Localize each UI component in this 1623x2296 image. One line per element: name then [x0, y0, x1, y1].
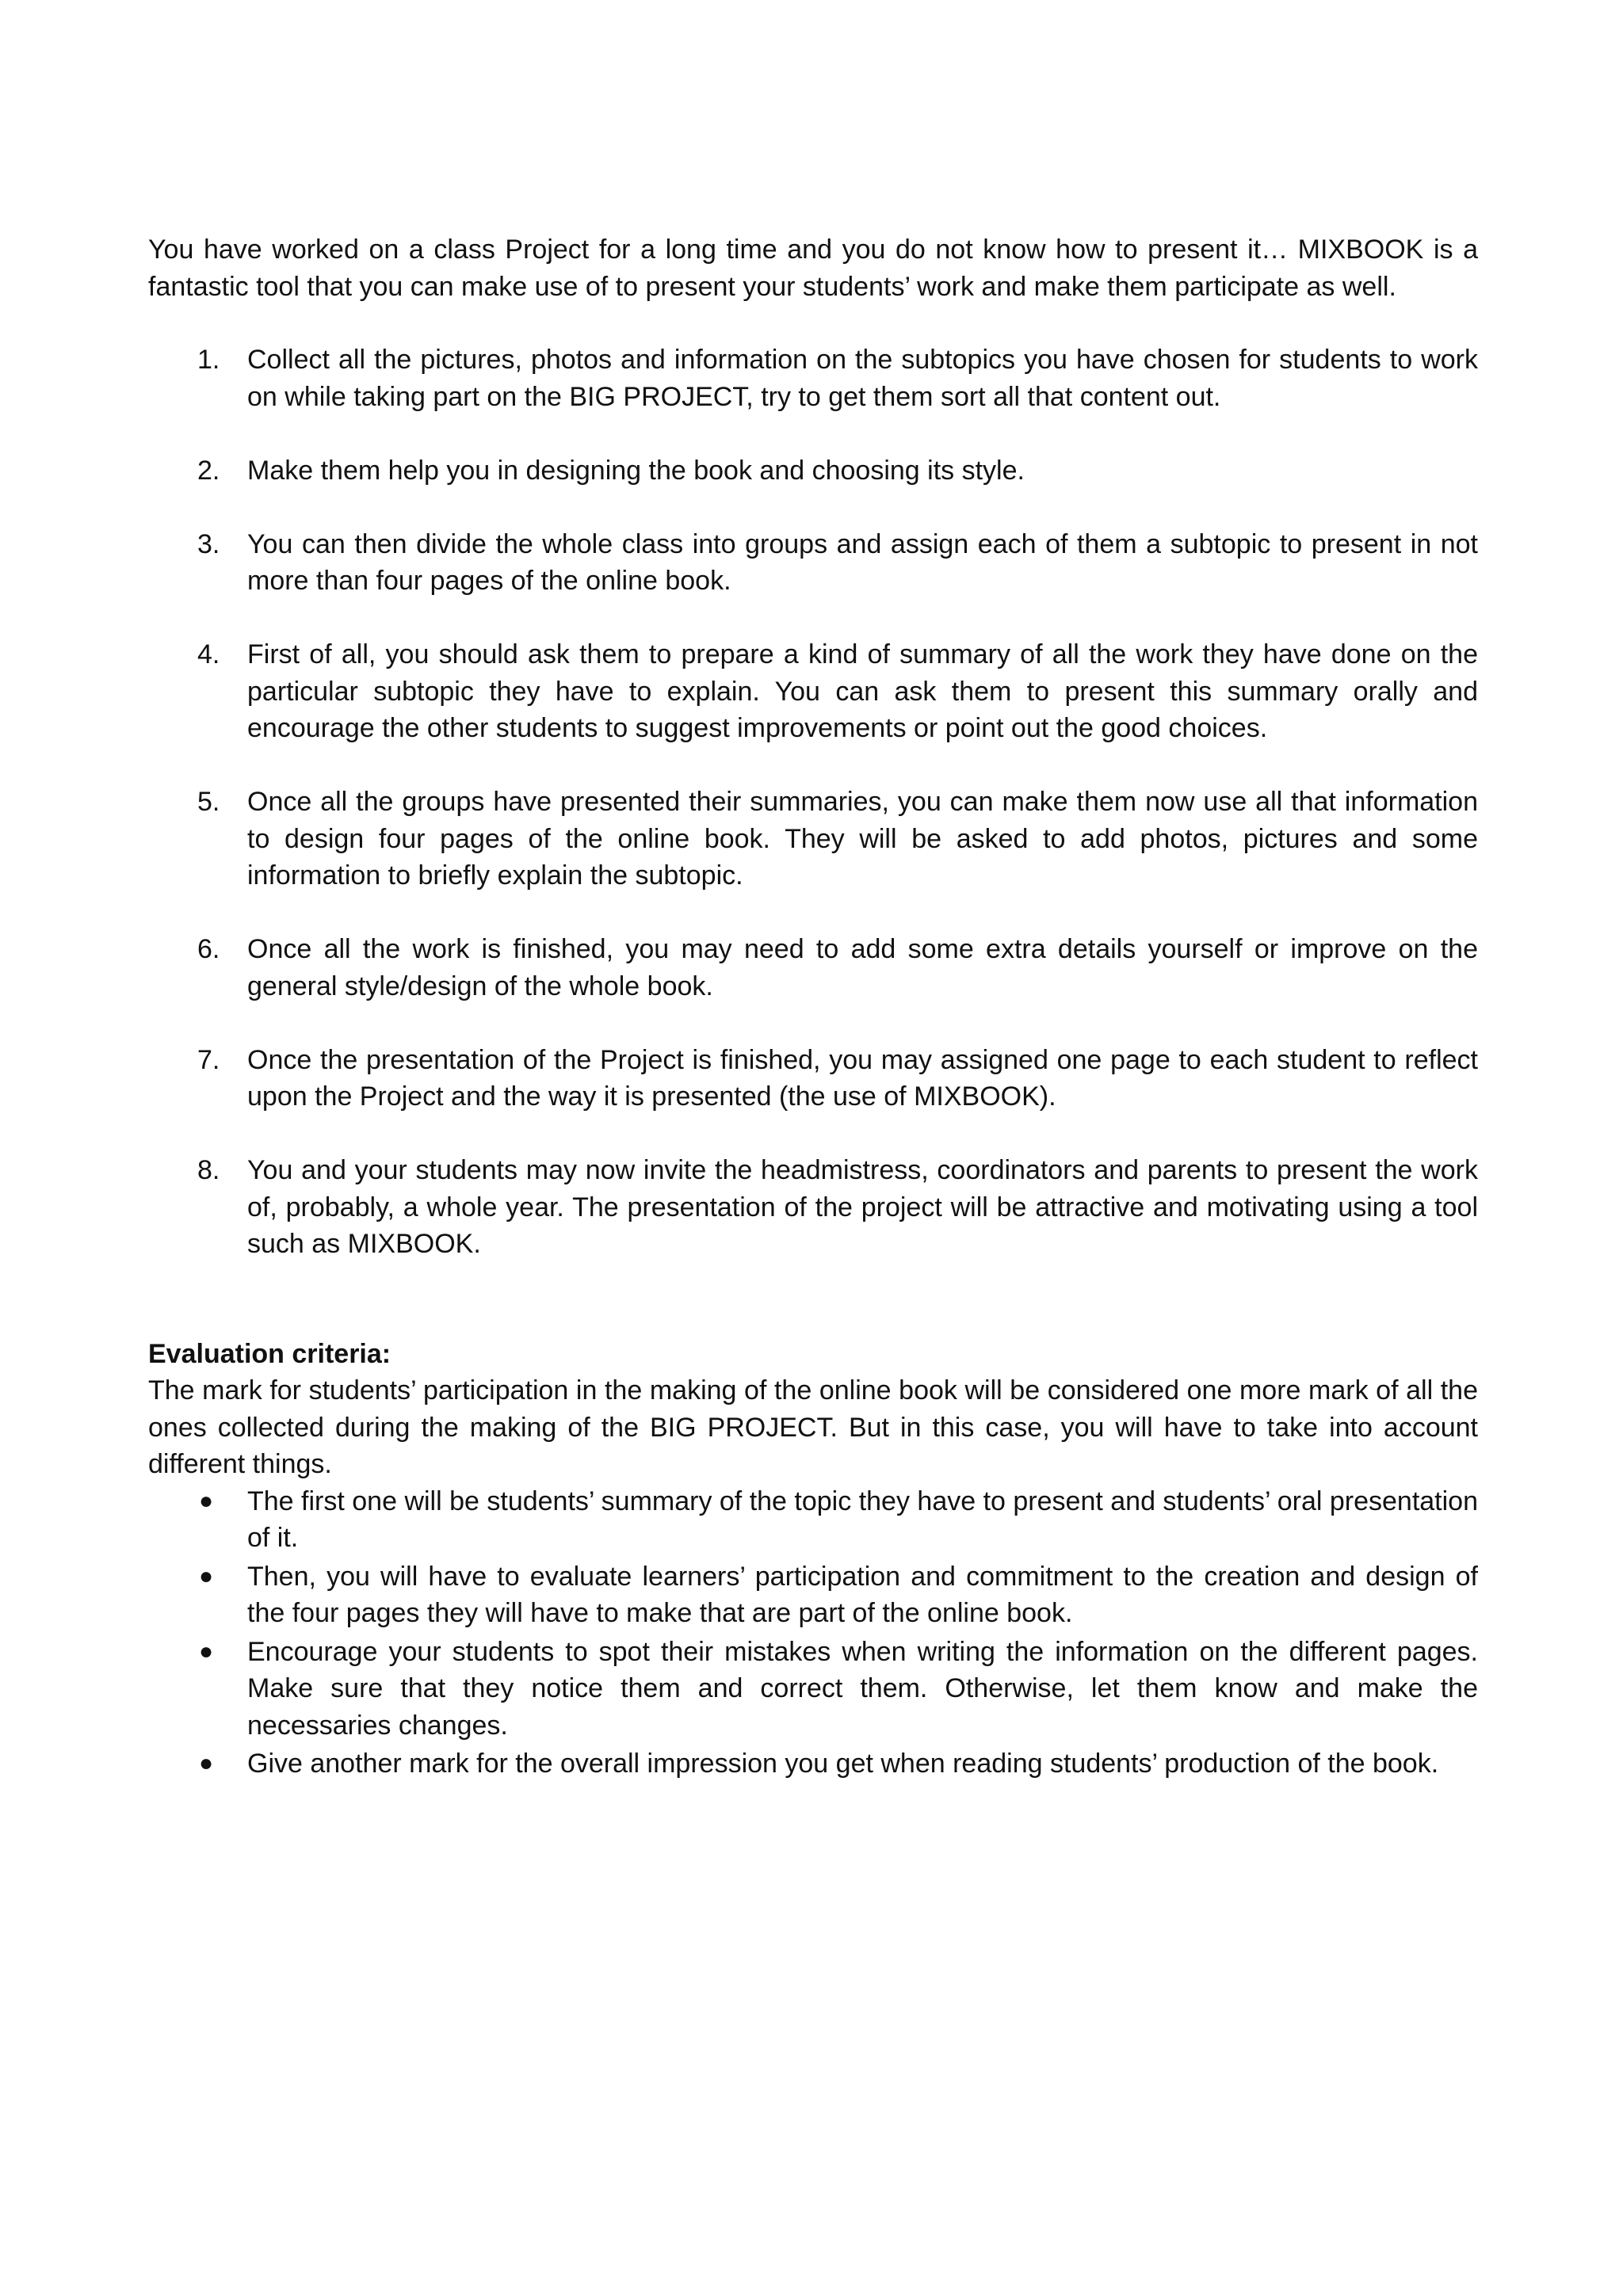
- bullet-text: The first one will be students’ summary of the topic they have to present and students’ oral presentation of it.: [247, 1486, 1478, 1553]
- list-item: [148, 931, 1478, 1005]
- list-item: [148, 1558, 1478, 1632]
- bullet-icon: ●: [199, 1638, 214, 1665]
- step-text: First of all, you should ask them to prepare a kind of summary of all the work they have done on the particular subtopic they have to explain. You can ask them to present this summary orally and encourage the other students to suggest improvements or point out the good choices.: [247, 639, 1478, 743]
- list-item: [148, 1042, 1478, 1116]
- step-number: 6.: [197, 934, 220, 964]
- step-text: Once the presentation of the Project is finished, you may assigned one page to each student to reflect upon the Project and the way it is presented (the use of MIXBOOK).: [247, 1044, 1478, 1112]
- step-text: You and your students may now invite the headmistress, coordinators and parents to present the work of, probably, a whole year. The presentation of the project will be attractive and motivating using a tool such as MIXBOOK.: [247, 1155, 1478, 1259]
- bullet-icon: ●: [199, 1750, 214, 1776]
- step-text: Make them help you in designing the book and choosing its style.: [247, 455, 1025, 486]
- list-item: [148, 341, 1478, 415]
- evaluation-bullets: [148, 1483, 1478, 1783]
- step-number: 2.: [197, 455, 220, 486]
- step-text: Once all the work is finished, you may need to add some extra details yourself or improve on the general style/design of the whole book.: [247, 934, 1478, 1001]
- step-text: You can then divide the whole class into groups and assign each of them a subtopic to present in not more than four pages of the online book.: [247, 528, 1478, 596]
- list-item: [148, 1634, 1478, 1745]
- bullet-text: Then, you will have to evaluate learners’ participation and commitment to the creation and design of the four pages they will have to make that are part of the online book.: [247, 1561, 1478, 1628]
- step-number: 7.: [197, 1044, 220, 1075]
- step-number: 1.: [197, 345, 220, 375]
- steps-list: [148, 341, 1478, 1263]
- step-number: 3.: [197, 528, 220, 559]
- step-number: 5.: [197, 787, 220, 817]
- document-page: [148, 231, 1478, 1784]
- bullet-text: Give another mark for the overall impression you get when reading students’ production of the book.: [247, 1749, 1439, 1779]
- step-number: 8.: [197, 1155, 220, 1185]
- step-number: 4.: [197, 639, 220, 669]
- step-text: Collect all the pictures, photos and information on the subtopics you have chosen for students to work on while taking part on the BIG PROJECT, try to get them sort all that content out.: [247, 345, 1478, 412]
- list-item: [148, 784, 1478, 894]
- step-text: Once all the groups have presented their summaries, you can make them now use all that information to design four pages of the online book. They will be asked to add photos, pictures and some information to briefly explain the subtopic.: [247, 787, 1478, 891]
- evaluation-paragraph: The mark for students’ participation in the making of the online book will be considered one more mark of all the ones collected during the making of the BIG PROJECT. But in this case, you will have to take into account different things.: [148, 1375, 1478, 1479]
- intro-paragraph: You have worked on a class Project for a long time and you do not know how to present it… MIXBOOK is a fantastic tool that you can make use of to present your students’ work and make them participate as well.: [148, 235, 1478, 302]
- evaluation-heading: Evaluation criteria:: [148, 1338, 391, 1369]
- bullet-icon: ●: [199, 1487, 214, 1514]
- list-item: [148, 1745, 1478, 1783]
- list-item: [148, 636, 1478, 747]
- bullet-icon: ●: [199, 1562, 214, 1589]
- list-item: [148, 1483, 1478, 1557]
- list-item: [148, 452, 1478, 490]
- bullet-text: Encourage your students to spot their mistakes when writing the information on the different pages. Make sure that they notice them and correct them. Otherwise, let them know and make the necessaries changes.: [247, 1636, 1478, 1741]
- list-item: [148, 1152, 1478, 1263]
- list-item: [148, 526, 1478, 600]
